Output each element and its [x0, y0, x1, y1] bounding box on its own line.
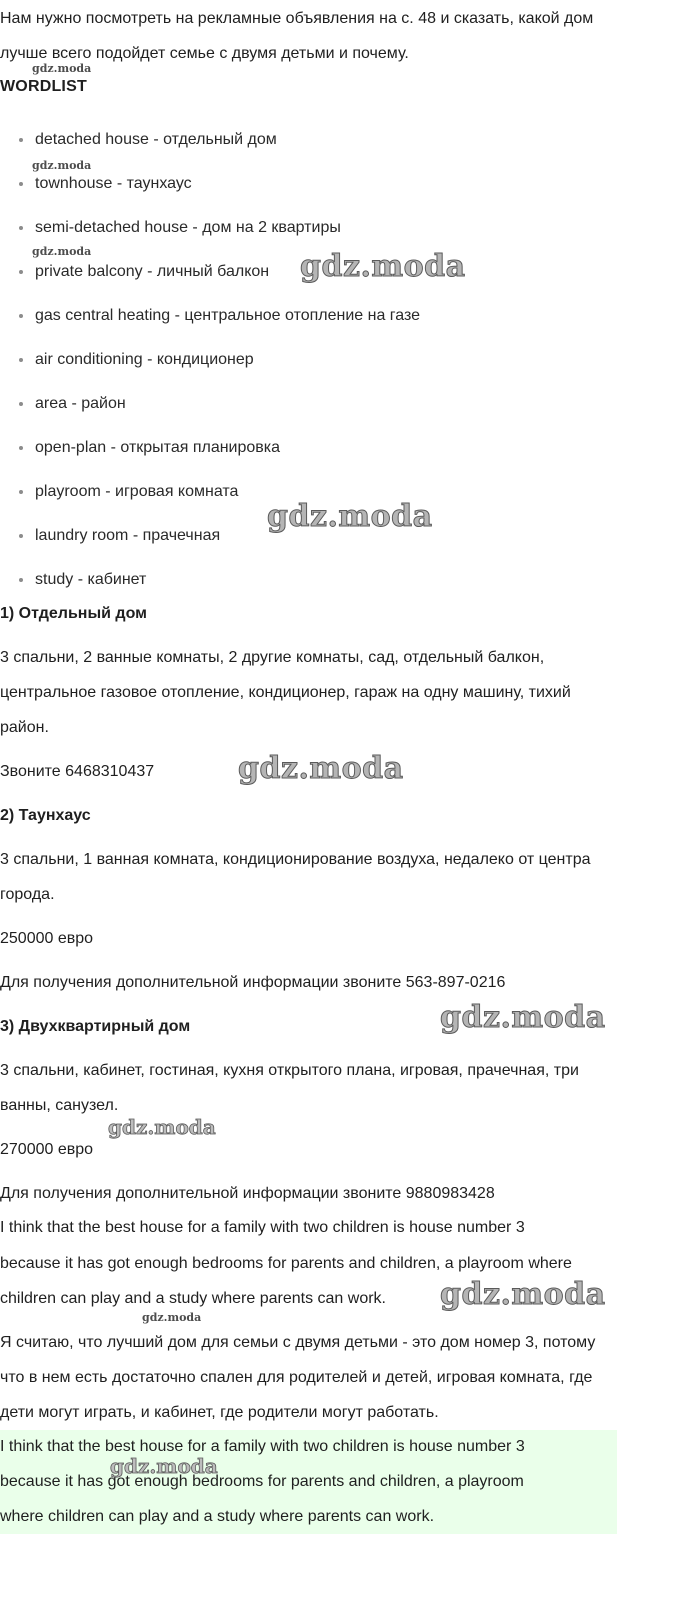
- ad-1-line-1: 3 спальни, 2 ванные комнаты, 2 другие комнаты, сад, отдельный балкон,: [0, 649, 545, 666]
- answer-ru-line-1: Я считаю, что лучший дом для семьи с двумя детьми - это дом номер 3, потому: [0, 1334, 596, 1351]
- watermark-small: gdz.moda: [32, 245, 92, 258]
- list-item-text: gas central heating - центральное отопление на газе: [35, 307, 421, 324]
- watermark-medium: gdz.moda: [110, 1454, 218, 1478]
- ad-3-line-1: 3 спальни, кабинет, гостиная, кухня открытого плана, игровая, прачечная, три: [0, 1062, 579, 1079]
- list-item: [0, 304, 680, 328]
- ad-1-phone: Звоните 6468310437: [0, 763, 155, 780]
- answer-en-line-2: because it has got enough bedrooms for parents and children, a playroom where: [0, 1255, 572, 1272]
- list-item: [0, 392, 680, 416]
- ad-1-line-3: район.: [0, 719, 49, 736]
- bullet-icon: [19, 226, 23, 230]
- list-item: [0, 568, 680, 592]
- watermark-medium: gdz.moda: [108, 1115, 216, 1139]
- bullet-icon: [19, 358, 23, 362]
- watermark-large: gdz.moda: [300, 249, 466, 284]
- list-item: [0, 348, 680, 372]
- bullet-icon: [19, 314, 23, 318]
- ad-3-title: 3) Двухквартирный дом: [0, 1018, 191, 1035]
- watermark-small: gdz.moda: [32, 62, 92, 75]
- watermark-large: gdz.moda: [440, 1277, 606, 1312]
- answer-en-line-1: I think that the best house for a family with two children is house number 3: [0, 1219, 525, 1236]
- ad-2-phone: Для получения дополнительной информации звоните 563-897-0216: [0, 974, 506, 991]
- list-item-text: study - кабинет: [35, 571, 147, 588]
- ad-2-title: 2) Таунхаус: [0, 807, 91, 824]
- intro-line-2: лучше всего подойдет семье с двумя детьми и почему.: [0, 45, 409, 62]
- wordlist-title: WORDLIST: [0, 78, 87, 95]
- watermark-large: gdz.moda: [267, 499, 433, 534]
- ad-3-price: 270000 евро: [0, 1141, 94, 1158]
- ad-1-line-2: центральное газовое отопление, кондиционер, гараж на одну машину, тихий: [0, 684, 571, 701]
- ad-2-price: 250000 евро: [0, 930, 94, 947]
- list-item-text: area - район: [35, 395, 126, 412]
- list-item: [0, 172, 680, 196]
- list-item: [0, 216, 680, 240]
- list-item-text: air conditioning - кондиционер: [35, 351, 254, 368]
- ad-1-title: 1) Отдельный дом: [0, 605, 147, 622]
- list-item-text: detached house - отдельный дом: [35, 131, 277, 148]
- bullet-icon: [19, 534, 23, 538]
- bullet-icon: [19, 270, 23, 274]
- bullet-icon: [19, 402, 23, 406]
- answer-en-line-3: children can play and a study where parents can work.: [0, 1290, 386, 1307]
- watermark-large: gdz.moda: [440, 1000, 606, 1035]
- bullet-icon: [19, 578, 23, 582]
- watermark-small: gdz.moda: [142, 1311, 202, 1324]
- ad-2-line-1: 3 спальни, 1 ванная комната, кондиционирование воздуха, недалеко от центра: [0, 851, 591, 868]
- list-item: [0, 128, 680, 152]
- answer-highlight-line-3: where children can play and a study where parents can work.: [0, 1508, 435, 1525]
- bullet-icon: [19, 138, 23, 142]
- list-item: [0, 436, 680, 460]
- answer-ru-line-2: что в нем есть достаточно спален для родителей и детей, игровая комната, где: [0, 1369, 593, 1386]
- ad-3-phone: Для получения дополнительной информации звоните 9880983428: [0, 1185, 495, 1202]
- answer-ru-line-3: дети могут играть, и кабинет, где родители могут работать.: [0, 1404, 439, 1421]
- list-item-text: semi-detached house - дом на 2 квартиры: [35, 219, 341, 236]
- bullet-icon: [19, 446, 23, 450]
- answer-highlight-line-1: I think that the best house for a family with two children is house number 3: [0, 1438, 525, 1455]
- intro-line-1: Нам нужно посмотреть на рекламные объявления на с. 48 и сказать, какой дом: [0, 10, 594, 27]
- list-item-text: townhouse - таунхаус: [35, 175, 192, 192]
- watermark-small: gdz.moda: [32, 159, 92, 172]
- list-item-text: open-plan - открытая планировка: [35, 439, 281, 456]
- list-item-text: laundry room - прачечная: [35, 527, 221, 544]
- bullet-icon: [19, 182, 23, 186]
- ad-2-line-2: города.: [0, 886, 55, 903]
- ad-3-line-2: ванны, санузел.: [0, 1097, 119, 1114]
- answer-highlight-line-2: because it has got enough bedrooms for parents and children, a playroom: [0, 1473, 524, 1490]
- bullet-icon: [19, 490, 23, 494]
- watermark-large: gdz.moda: [238, 751, 404, 786]
- list-item-text: playroom - игровая комната: [35, 483, 239, 500]
- list-item-text: private balcony - личный балкон: [35, 263, 270, 280]
